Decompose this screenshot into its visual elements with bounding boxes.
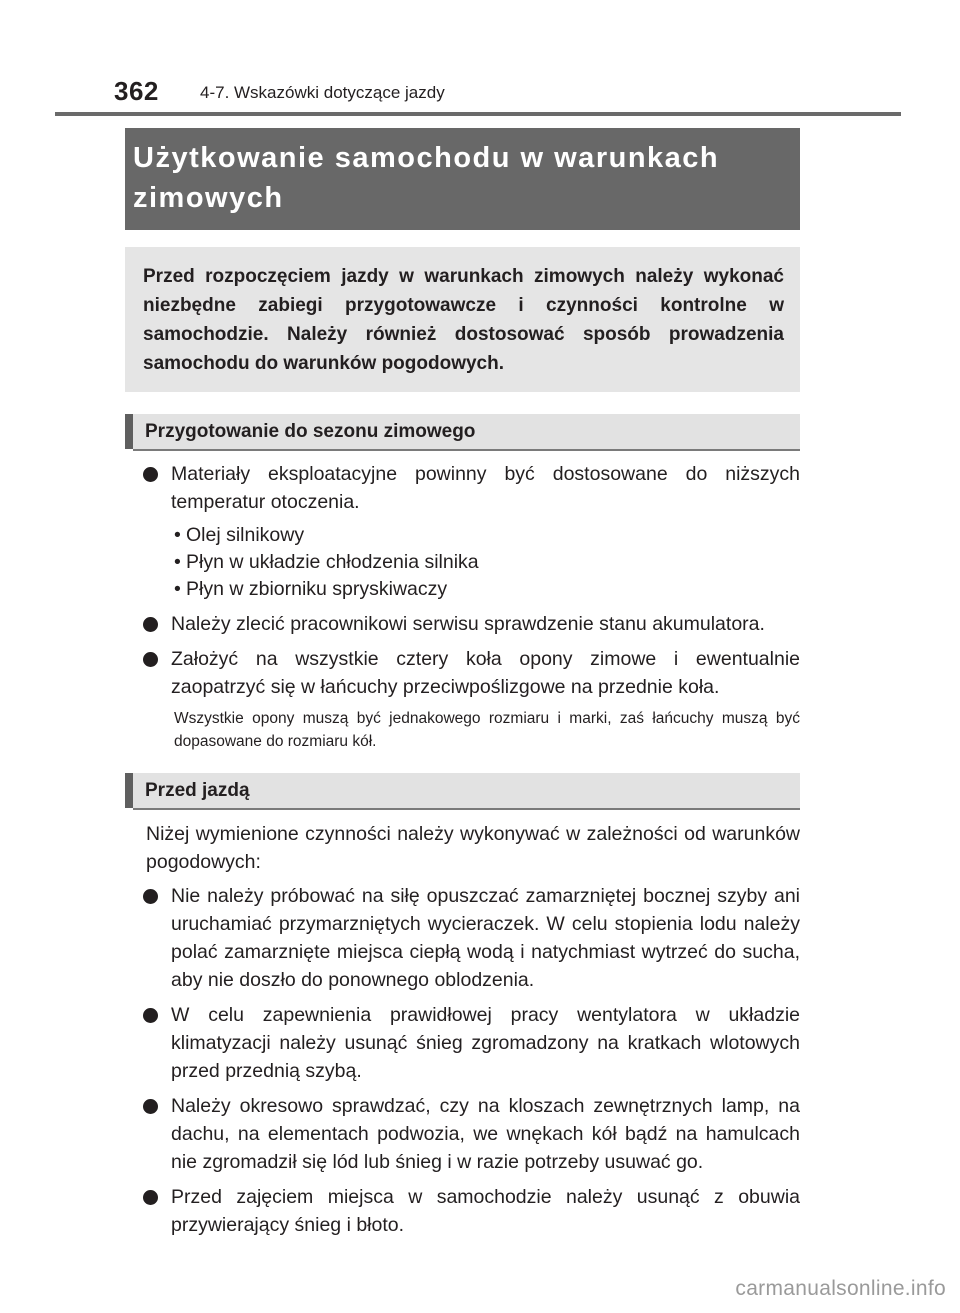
sub-list-item: • Płyn w zbiorniku spryskiwaczy: [125, 576, 800, 603]
dot-icon: •: [174, 524, 181, 546]
list-item: [125, 882, 800, 994]
list-item: [125, 1183, 800, 1239]
bullet-icon: [143, 652, 158, 667]
list-item-text: Należy zlecić pracownikowi serwisu sprawdzenie stanu akumulatora.: [171, 613, 765, 635]
page-header: [0, 0, 960, 118]
list-item-text: Założyć na wszystkie cztery koła opony zimowe i ewentualnie zaopatrzyć się w łańcuchy przeciwpoślizgowe na przednie koła.: [171, 648, 800, 698]
sub-list-item: • Płyn w układzie chłodzenia silnika: [125, 549, 800, 576]
bullet-icon: [143, 617, 158, 632]
list-item-text: Przed zajęciem miejsca w samochodzie należy usunąć z obuwia przywierający śnieg i błoto.: [171, 1186, 800, 1236]
bullet-icon: [143, 889, 158, 904]
sub-list-item: • Olej silnikowy: [125, 522, 800, 549]
section-heading-winter-prep: Przygotowanie do sezonu zimowego: [125, 414, 800, 449]
section-intro-text: Niżej wymienione czynności należy wykonywać w zależności od warunków pogodowych:: [146, 823, 800, 873]
running-head: 4-7. Wskazówki dotyczące jazdy: [200, 83, 445, 102]
list-item-text: Materiały eksploatacyjne powinny być dostosowane do niższych temperatur otoczenia.: [171, 463, 800, 513]
dot-icon: •: [174, 551, 181, 573]
bullet-icon: [143, 1008, 158, 1023]
watermark: carmanualsonline.info: [735, 1277, 946, 1300]
list-item: [125, 645, 800, 701]
list-item-text: Należy okresowo sprawdzać, czy na kloszach zewnętrznych lamp, na dachu, na elementach podwozia, we wnękach kół bądź na hamulcach nie zgromadził się lód lub śnieg i w razie potrzeby usuwać go.: [171, 1095, 800, 1173]
list-item: [125, 1001, 800, 1085]
list-item: [125, 1092, 800, 1176]
list-item: [125, 460, 800, 516]
section-heading-before-driving: Przed jazdą: [125, 773, 800, 808]
intro-box: Przed rozpoczęciem jazdy w warunkach zimowych należy wykonać niezbędne zabiegi przygotowawcze i czynności kontrolne w samochodzie. Należy również dostosować sposób prowadzenia samochodu do warunków pogodowych.: [125, 247, 800, 392]
page-title: Użytkowanie samochodu w warunkach zimowych: [125, 128, 800, 230]
header-rule: [55, 112, 901, 116]
list-item: [125, 610, 800, 638]
bullet-icon: [143, 1190, 158, 1205]
list-item-text: Nie należy próbować na siłę opuszczać zamarzniętej bocznej szyby ani uruchamiać przymarzniętych wycieraczek. W celu stopienia lodu należy polać zamarznięte miejsca ciepłą wodą i natychmiast wytrzeć do sucha, aby nie doszło do ponownego oblodzenia.: [171, 885, 800, 991]
sub-list: [125, 522, 800, 603]
page-content: [125, 128, 800, 1239]
page-number: 362: [114, 76, 159, 106]
note-text: Wszystkie opony muszą być jednakowego rozmiaru i marki, zaś łańcuchy muszą być dopasowane do rozmiaru kół.: [174, 710, 800, 750]
dot-icon: •: [174, 578, 181, 600]
bullet-icon: [143, 1099, 158, 1114]
bullet-icon: [143, 467, 158, 482]
list-item-text: W celu zapewnienia prawidłowej pracy wentylatora w układzie klimatyzacji należy usunąć śnieg zgromadzony na kratkach wlotowych przed przednią szybą.: [171, 1004, 800, 1082]
